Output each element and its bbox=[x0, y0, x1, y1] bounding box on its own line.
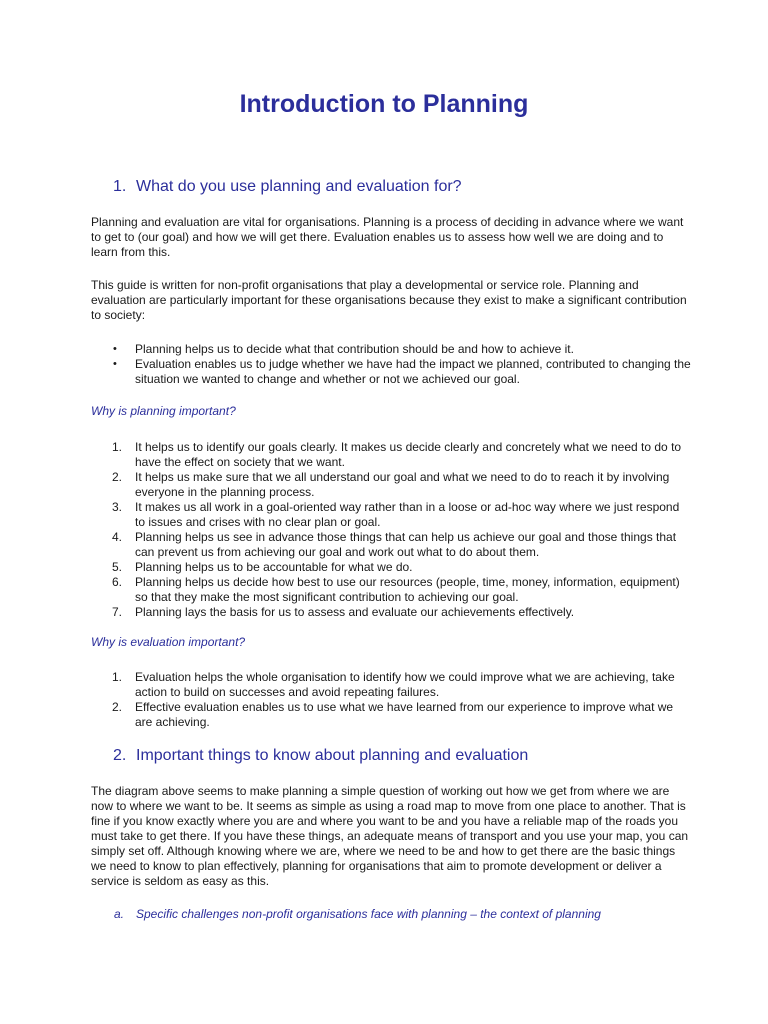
list-item: 6. Planning helps us decide how best to use our resources (people, time, money, information, equipment) so that they make the most significant contribution to achieving our goal. bbox=[112, 575, 680, 604]
list-item: 5. Planning helps us to be accountable for what we do. bbox=[112, 560, 413, 574]
section-2-heading bbox=[113, 747, 528, 765]
section-number: 2. bbox=[113, 747, 127, 764]
bullet-icon: • bbox=[113, 343, 117, 355]
page-title: Introduction to Planning bbox=[239, 90, 529, 118]
list-item: 4. Planning helps us see in advance those things that can help us achieve our goal and those things that can prevent us from achieving our goal and work out what to do about them. bbox=[112, 530, 677, 559]
list-item: 2. Effective evaluation enables us to use what we have learned from our experience to improve what we are achieving. bbox=[112, 700, 674, 729]
evaluation-reasons-list bbox=[91, 670, 691, 730]
contribution-bullet-list bbox=[91, 342, 691, 387]
planning-reasons-list bbox=[91, 440, 691, 620]
list-item: 3. It makes us all work in a goal-oriented way rather than in a loose or ad-hoc way where we just respond to issues and crises with no clear plan or goal. bbox=[112, 500, 680, 529]
list-item: 7. Planning lays the basis for us to assess and evaluate our achievements effectively. bbox=[112, 605, 575, 619]
section-title: Important things to know about planning and evaluation bbox=[136, 747, 529, 764]
why-planning-heading: Why is planning important? bbox=[91, 404, 236, 418]
section-number: 1. bbox=[113, 178, 127, 195]
guide-paragraph: This guide is written for non-profit organisations that play a developmental or service role. Planning and evaluation are particularly important for these organisations because they exist to make a significant contribution to society: bbox=[91, 278, 687, 322]
subsection-title: Specific challenges non-profit organisations face with planning – the context of planning bbox=[136, 907, 601, 921]
subsection-a-heading bbox=[114, 907, 601, 921]
subsection-marker: a. bbox=[114, 907, 125, 921]
section-title: What do you use planning and evaluation for? bbox=[136, 178, 462, 195]
list-item: 1. It helps us to identify our goals clearly. It makes us decide clearly and concretely what we need to do to have the effect on society that we want. bbox=[112, 440, 682, 469]
why-evaluation-heading: Why is evaluation important? bbox=[91, 635, 246, 649]
list-item: 1. Evaluation helps the whole organisation to identify how we could improve what we are achieving, take action to build on successes and avoid repeating failures. bbox=[112, 670, 675, 699]
intro-paragraph: Planning and evaluation are vital for organisations. Planning is a process of deciding in advance where we want to get to (our goal) and how we will get there. Evaluation enables us to assess how well we are doing and to learn from this. bbox=[91, 215, 684, 259]
list-item: • Planning helps us to decide what that contribution should be and how to achieve it. bbox=[113, 342, 574, 356]
list-item: • Evaluation enables us to judge whether we have had the impact we planned, contributed to changing the situation we wanted to change and whether or not we achieved our goal. bbox=[113, 357, 691, 386]
section-1-heading bbox=[113, 178, 462, 196]
diagram-paragraph: The diagram above seems to make planning a simple question of working out how we get from where we are now to where we want to be. It seems as simple as using a road map to move from one place to another. That is fine if you know exactly where you are and where you want to be and you have a reliable map of the roads you must take to get there. If you have these things, an adequate means of transport and you use your map, you can simply set off. Although knowing where we are, where we need to be and how to get there are the basic things we need to know to plan effectively, planning for organisations that aim to promote development or deliver a service is seldom as easy as this. bbox=[91, 784, 689, 888]
bullet-icon: • bbox=[113, 358, 117, 370]
list-item: 2. It helps us make sure that we all understand our goal and what we need to do to reach it by involving everyone in the planning process. bbox=[112, 470, 670, 499]
